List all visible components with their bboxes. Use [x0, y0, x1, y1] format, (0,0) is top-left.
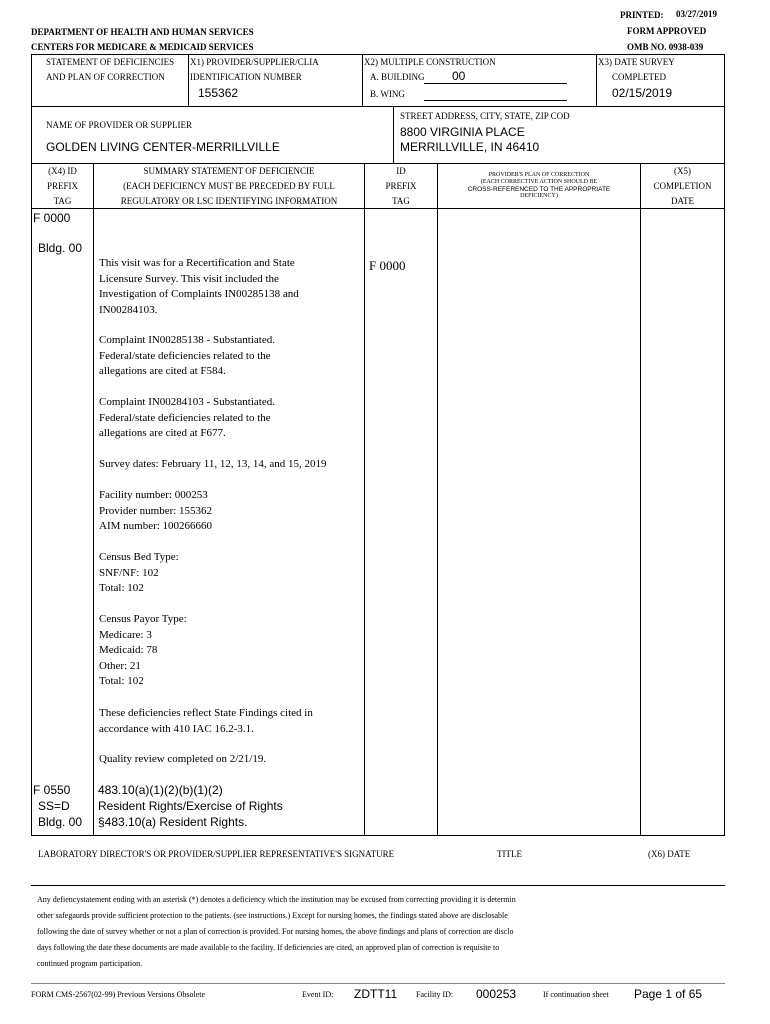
tag-f0550: F 0550 [33, 783, 71, 797]
footnote-line-1: Any defiencystatement ending with an asterisk (*) denotes a deficiency which the institution may be excused from correcting providing it is determin [37, 895, 516, 904]
printed-label: PRINTED: [620, 10, 664, 20]
paragraph-facility: Facility number: 000253 Provider number: 155362 AIM number: 100266660 [99, 489, 213, 533]
col-summary-3: REGULATORY OR LSC IDENTIFYING INFORMATION [120, 196, 338, 206]
col-id-1: ID [396, 166, 406, 176]
form-approved: FORM APPROVED [627, 26, 707, 36]
footnote-line-3: following the date of survey whether or not a plan of correction is provided. For nursing homes, the above findings and plans of correction are disclo [37, 927, 514, 936]
printed-date: 03/27/2019 [676, 9, 718, 19]
paragraph-complaint-1: Complaint IN00285138 - Substantiated. Federal/state deficiencies related to the allegations are cited at F584. [99, 334, 275, 378]
paragraph-visit: This visit was for a Recertification and State Licensure Survey. This visit included the Investigation of Complaints IN00285138 and IN00284103. [99, 257, 299, 316]
continuation-label: If continuation sheet [543, 990, 609, 999]
paragraph-quality-review: Quality review completed on 2/21/19. [99, 753, 267, 765]
address-label: STREET ADDRESS, CITY, STATE, ZIP COD [400, 111, 570, 121]
tag-f0000: F 0000 [33, 211, 71, 225]
address-line-1: 8800 VIRGINIA PLACE [400, 125, 525, 139]
right-tag-f0000: F 0000 [369, 258, 406, 273]
paragraph-complaint-2: Complaint IN00284103 - Substantiated. Federal/state deficiencies related to the allegations are cited at F677. [99, 396, 275, 440]
provider-name-value: GOLDEN LIVING CENTER-MERRILLVILLE [46, 140, 280, 154]
x2-label: X2) MULTIPLE CONSTRUCTION [364, 57, 496, 67]
department-heading: DEPARTMENT OF HEALTH AND HUMAN SERVICES [31, 27, 254, 37]
col-plan-2: (EACH CORRECTIVE ACTION SHOULD BE [480, 179, 598, 185]
col-id-3: TAG [392, 196, 410, 206]
x3-label: X3) DATE SURVEY [598, 57, 675, 67]
event-id-label: Event ID: [302, 990, 334, 999]
title-label: TITLE [497, 849, 522, 859]
paragraph-census-payor: Census Payor Type: Medicare: 3 Medicaid: 78 Other: 21 Total: 102 [99, 613, 187, 688]
survey-completed-date: 02/15/2019 [612, 86, 673, 100]
footnote-line-2: other safegaurds provide sufficient protection to the patients. (see instructions.) Except for nursing homes, the findings stated above are disclosable [37, 911, 508, 920]
omb-number: OMB NO. 0938-039 [627, 42, 704, 52]
col-x4-1: (X4) ID [48, 166, 77, 176]
paragraph-census-bed: Census Bed Type: SNF/NF: 102 Total: 102 [99, 551, 179, 595]
building-tag-1: Bldg. 00 [38, 241, 83, 255]
footnote-line-5: continued program participation. [37, 959, 143, 968]
paragraph-state-findings: These deficiencies reflect State Findings cited in accordance with 410 IAC 16.2-3.1. [99, 707, 313, 735]
footnote-line-4: days following the date these documents are made available to the facility. If deficiencies are cited, an approved plan of correction is requisite to [37, 943, 500, 952]
col-summary-2: (EACH DEFICIENCY MUST BE PRECEDED BY FULL [123, 181, 335, 191]
col-id-2: PREFIX [385, 181, 417, 191]
statement-label-2: AND PLAN OF CORRECTION [46, 72, 165, 82]
wing-label: B. WING [370, 89, 405, 99]
address-line-2: MERRILLVILLE, IN 46410 [400, 140, 540, 154]
building-label: A. BUILDING [370, 72, 425, 82]
x3-sublabel: COMPLETED [612, 72, 666, 82]
facility-id-value: 000253 [476, 987, 517, 1001]
col-plan-4: DEFICIENCY) [520, 193, 558, 199]
col-x5-3: DATE [671, 196, 694, 206]
col-plan-3: CROSS-REFERENCED TO THE APPROPRIATE [467, 186, 611, 193]
signature-label: LABORATORY DIRECTOR'S OR PROVIDER/SUPPLIER REPRESENTATIVE'S SIGNATURE [38, 849, 395, 859]
regulation-number: 483.10(a)(1)(2)(b)(1)(2) [98, 783, 223, 797]
x1-label: X1) PROVIDER/SUPPLIER/CLIA [190, 57, 319, 67]
provider-id-value: 155362 [198, 86, 239, 100]
form-number: FORM CMS-2567(02-99) Previous Versions Obsolete [31, 990, 206, 999]
building-value: 00 [452, 69, 466, 83]
provider-name-label: NAME OF PROVIDER OR SUPPLIER [46, 120, 193, 130]
x1-sublabel: IDENTIFICATION NUMBER [190, 72, 302, 82]
regulation-title: Resident Rights/Exercise of Rights [98, 799, 283, 813]
statement-label-1: STATEMENT OF DEFICIENCIES [46, 57, 175, 67]
col-x4-3: TAG [53, 196, 72, 206]
building-tag-2: Bldg. 00 [38, 815, 83, 829]
facility-id-label: Facility ID: [416, 990, 454, 999]
paragraph-survey-dates: Survey dates: February 11, 12, 13, 14, and 15, 2019 [99, 458, 327, 470]
centers-heading: CENTERS FOR MEDICARE & MEDICAID SERVICES [31, 42, 254, 52]
col-x5-2: COMPLETION [653, 181, 712, 191]
col-summary-1: SUMMARY STATEMENT OF DEFICIENCIE [143, 166, 315, 176]
col-x4-2: PREFIX [46, 181, 78, 191]
regulation-section: §483.10(a) Resident Rights. [98, 815, 248, 829]
event-id-value: ZDTT11 [354, 987, 398, 1001]
page-number: Page 1 of 65 [634, 987, 703, 1001]
col-plan-1: PROVIDER'S PLAN OF CORRECTION [488, 172, 590, 178]
scope-severity: SS=D [38, 799, 70, 813]
col-x5-1: (X5) [674, 166, 691, 176]
date-label: (X6) DATE [648, 849, 691, 859]
